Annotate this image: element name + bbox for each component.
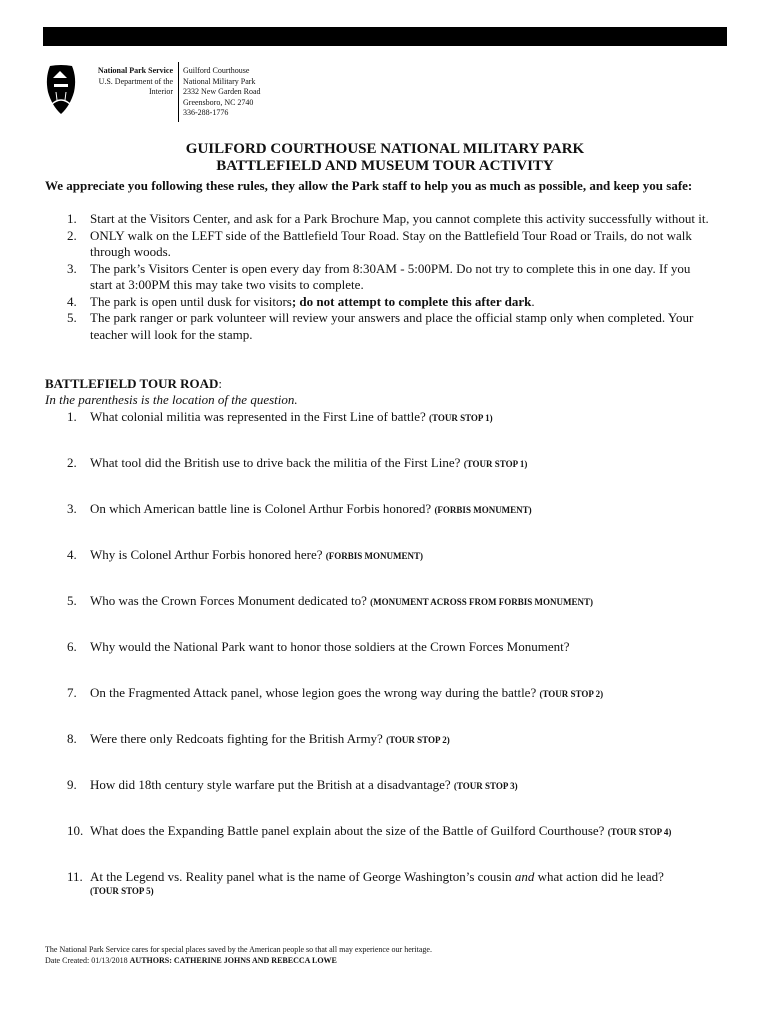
- question-text: What tool did the British use to drive back the militia of the First Line?: [90, 455, 461, 470]
- header-black-bar: [43, 27, 727, 46]
- question-text: Why is Colonel Arthur Forbis honored here?: [90, 547, 323, 562]
- question-item: [67, 409, 727, 426]
- question-item: [67, 777, 727, 794]
- rule-item: [45, 228, 715, 261]
- question-text: How did 18th century style warfare put the British at a disadvantage?: [90, 777, 451, 792]
- rule-text: The park ranger or park volunteer will review your answers and place the official stamp only when completed. Your teacher will look for the stamp.: [90, 310, 694, 342]
- document-title: GUILFORD COURTHOUSE NATIONAL MILITARY PARK: [185, 141, 585, 157]
- page-footer: [45, 945, 432, 966]
- rule-emphasis: ; do not attempt to complete this after dark: [291, 293, 532, 309]
- question-number: 2.: [67, 455, 77, 470]
- question-number: 4.: [67, 547, 77, 562]
- section-heading: [45, 376, 222, 392]
- question-location: (TOUR STOP 4): [607, 827, 672, 837]
- agency-department-cont: Interior: [149, 87, 173, 96]
- rule-text: Start at the Visitors Center, and ask for a Park Brochure Map, you cannot complete this activity successfully without it.: [90, 211, 709, 226]
- footer-authors: AUTHORS: CATHERINE JOHNS AND REBECCA LOWE: [129, 955, 337, 965]
- question-text: At the Legend vs. Reality panel what is the name of George Washington’s cousin: [90, 869, 512, 884]
- section-colon: :: [218, 376, 222, 391]
- question-location: (TOUR STOP 1): [463, 459, 528, 469]
- park-address: [183, 66, 261, 119]
- question-item: [67, 685, 727, 702]
- rule-text: ONLY walk on the LEFT side of the Battlefield Tour Road. Stay on the Battlefield Tour Road or Trails, do not walk through woods.: [90, 227, 692, 259]
- question-item: [67, 823, 727, 840]
- address-line: 336-288-1776: [183, 108, 229, 117]
- section-subtitle: In the parenthesis is the location of the question.: [45, 392, 298, 407]
- rule-number: 3.: [67, 260, 77, 276]
- question-number: 10.: [67, 823, 84, 838]
- question-location: (TOUR STOP 5): [90, 886, 154, 896]
- question-location: (TOUR STOP 2): [386, 735, 450, 745]
- question-location: (MONUMENT ACROSS FROM FORBIS MONUMENT): [370, 597, 593, 607]
- address-line: Greensboro, NC 2740: [183, 97, 254, 107]
- address-line: National Military Park: [183, 76, 256, 86]
- nps-arrowhead-logo-icon: [44, 64, 78, 116]
- question-number: 9.: [67, 777, 77, 792]
- rule-text: The park’s Visitors Center is open every day from 8:30AM - 5:00PM. Do not try to complete this in one day. If you start at 3:00PM this may take two visits to complete.: [90, 260, 691, 292]
- rule-text-end: .: [531, 293, 535, 309]
- question-item: [67, 639, 727, 655]
- question-text: What does the Expanding Battle panel explain about the size of the Battle of Guilford Courthouse?: [90, 823, 605, 838]
- question-emphasis: and: [514, 869, 535, 884]
- question-item: [67, 547, 727, 564]
- rule-item: [45, 261, 715, 294]
- header-divider: [178, 62, 179, 122]
- section-title: BATTLEFIELD TOUR ROAD: [45, 376, 219, 391]
- rule-number: 2.: [67, 227, 77, 243]
- rule-number: 4.: [67, 293, 77, 309]
- question-text: Who was the Crown Forces Monument dedicated to?: [90, 593, 367, 608]
- agency-block: [82, 66, 173, 98]
- question-text: Were there only Redcoats fighting for the British Army?: [90, 731, 383, 746]
- question-item: [67, 731, 727, 748]
- question-location: (TOUR STOP 1): [428, 413, 493, 423]
- footer-date: Date Created: 01/13/2018: [45, 955, 128, 965]
- question-text: On which American battle line is Colonel Arthur Forbis honored?: [90, 501, 432, 516]
- rule-item: [45, 310, 715, 343]
- question-item: [67, 501, 727, 518]
- footer-heritage-note: The National Park Service cares for special places saved by the American people so that all may experience our heritage.: [45, 945, 432, 954]
- question-number: 3.: [67, 501, 77, 516]
- rule-number: 5.: [67, 310, 77, 325]
- question-number: 8.: [67, 731, 77, 746]
- address-line: Guilford Courthouse: [183, 66, 250, 75]
- question-item: [67, 869, 727, 897]
- question-location: (TOUR STOP 2): [539, 689, 604, 699]
- question-item: [67, 455, 727, 472]
- question-text-cont: what action did he lead?: [537, 869, 664, 884]
- question-number: 6.: [67, 639, 77, 654]
- question-location: (FORBIS MONUMENT): [434, 505, 532, 515]
- question-text: On the Fragmented Attack panel, whose legion goes the wrong way during the battle?: [90, 685, 537, 700]
- question-number: 11.: [67, 869, 83, 884]
- document-subtitle: BATTLEFIELD AND MUSEUM TOUR ACTIVITY: [216, 158, 554, 174]
- rule-number: 1.: [67, 211, 77, 226]
- rule-text: The park is open until dusk for visitors: [90, 293, 292, 309]
- question-text: Why would the National Park want to honor those soldiers at the Crown Forces Monument?: [90, 639, 570, 654]
- question-location: (TOUR STOP 3): [453, 781, 518, 791]
- address-line: 2332 New Garden Road: [183, 87, 261, 96]
- question-item: [67, 593, 727, 610]
- agency-department: U.S. Department of the: [98, 76, 173, 86]
- rules-intro: We appreciate you following these rules, they allow the Park staff to help you as much as possible, and keep you safe:: [45, 178, 693, 193]
- question-location: (FORBIS MONUMENT): [325, 551, 424, 561]
- rule-item: [45, 294, 715, 311]
- footer-credits: [45, 956, 432, 967]
- question-text: What colonial militia was represented in the First Line of battle?: [90, 409, 426, 424]
- agency-name: National Park Service: [97, 66, 173, 75]
- question-number: 5.: [67, 593, 77, 608]
- rule-item: [45, 211, 715, 228]
- question-number: 7.: [67, 685, 77, 700]
- rules-list: [45, 211, 715, 343]
- question-number: 1.: [67, 409, 77, 424]
